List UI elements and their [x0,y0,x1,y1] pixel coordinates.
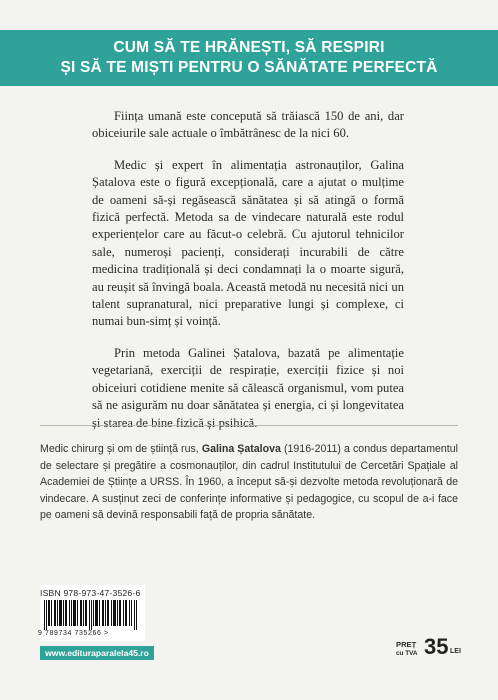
author-name: Galina Șatalova [201,443,281,455]
barcode-image [44,600,140,630]
price-value: 35 [424,634,449,659]
bio-intro: Medic chirurg și om de știință rus, [40,443,202,455]
price-tag [392,634,462,664]
publisher-website: www.edituraparalela45.ro [40,646,154,660]
banner-line-1: CUM SĂ TE HRĂNEȘTI, SĂ RESPIRI [113,39,385,56]
paragraph-3: Prin metoda Galinei Șatalova, bazată pe alimentație vegetariană, exerciții de respirație, exerciții fizice și noi obiceiuri cotidiene menite să călească organismul, vom putea să ne asigurăm nu doar sănătatea și energia, ci și longevitatea și starea de bine fizică și psihică. [92,345,404,430]
bio-rest: (1916-2011) a condus departamentul de selectare și pregătire a cosmonauților, din cadrul Institutului de Cercetări Spațiale al Academiei de Științe a URSS. În 1960, a început să-și dezvolte metoda revoluționară de vindecare. A susținut zeci de conferințe informative și pedagogice, cu scopul de a-i face pe oameni să devină responsabili față de propria sănătate. [40,443,458,522]
author-bio [40,441,458,524]
paragraph-2: Medic și expert în alimentația astronauților, Galina Șatalova este o figură excepțională, care a ajutat o mulțime de oameni să-și regăsească sănătatea și să atingă o formă fizică perfectă. Metoda sa de vindecare naturală este rodul experiențelor care au făcut-o celebră. Cu ajutorul tehnicilor sale, numeroși pacienți, considerați incurabili de către medicina tradițională și deci condamnați la o moarte sigură, au reușit să învingă boala. Această metodă nu necesită nici un talent supranatural, nici preparative lungi și complexe, ci numai bun-simț și voință. [92,157,404,329]
price-currency: LEI [450,648,461,655]
paragraph-1: Ființa umană este concepută să trăiască 150 de ani, dar obiceiurile sale actuale o îmbătrânesc de la nici 60. [92,109,404,141]
title-banner [0,30,498,86]
banner-line-2: ȘI SĂ TE MIȘTI PENTRU O SĂNĂTATE PERFECTĂ [60,59,438,76]
price-vat-label: cu TVA [396,650,418,657]
section-divider [40,425,458,426]
price-label: PREȚ [396,640,417,649]
description-text [92,108,404,446]
barcode-digits: 9 789734 735266 > [38,630,109,637]
isbn-number: ISBN 978-973-47-3526-6 [40,588,141,598]
